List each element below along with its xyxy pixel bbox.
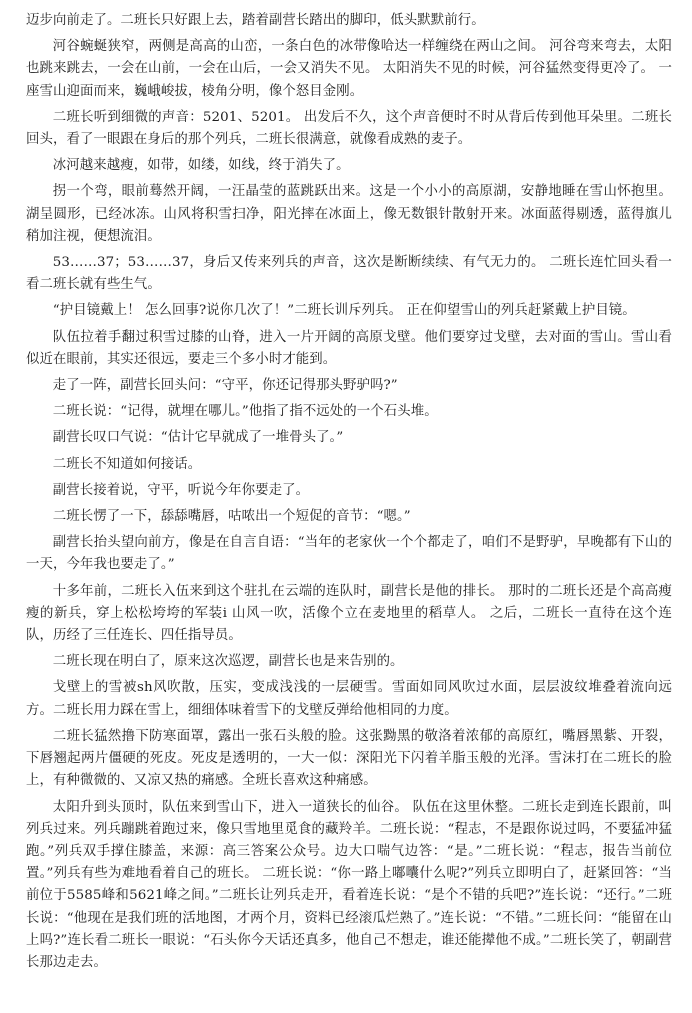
paragraph-4: 冰河越来越瘦，如带，如缕，如线，终于消失了。 [52, 158, 350, 174]
paragraph-2: 河谷蜿蜒狭窄，两侧是高高的山峦，一条白色的冰带像哈达一样缠绕在两山之间。 河谷弯来弯去，太阳也跳来跳去，一会在山前，一会在山后，一会又消失不见。 太阳消失不见的时候，河谷猛然变得更冷了。 一座雪山迎面而来，巍峨峻拔，棱角分明，像个怒目金刚。 [26, 39, 672, 99]
paragraph-19: 二班长猛然撸下防寒面罩，露出一张石头般的脸。这张黝黑的敬洛着浓郁的高原红，嘴唇黑紫、开裂，下唇翘起两片僵硬的死皮。死皮是透明的，一大一似：深阳光下闪着羊脂玉般的光泽。雪沫打在二班长的脸上，有种微微的、又凉又热的痛感。全班长喜欢这种痛感。 [26, 728, 672, 789]
paragraph-8: 队伍拉着手翻过积雪过膝的山脊，进入一片开阔的高原戈壁。他们要穿过戈壁，去对面的雪山。雪山看似近在眼前，其实还很远，要走三个多小时才能到。 [26, 329, 672, 367]
paragraph-5: 拐一个弯，眼前蓦然开阔，一汪晶莹的蓝跳跃出来。这是一个小小的高原湖，安静地睡在雪山怀抱里。湖呈圆形，已经冰冻。山风将积雪扫净，阳光摔在冰面上，像无数银针散射开来。冰面蓝得剔透，蓝得旗儿稍加注视，便想流泪。 [26, 184, 672, 244]
paragraph-17: 二班长现在明白了，原来这次巡逻，副营长也是来告别的。 [52, 654, 404, 670]
paragraph-20: 太阳升到头顶时，队伍来到雪山下，进入一道狭长的仙谷。 队伍在这里休整。二班长走到连长跟前，叫列兵过来。列兵蹦跳着跑过来，像只雪地里觅食的藏羚羊。二班长说：“程志，不是跟你说过吗，不要猛冲猛跑。”列兵双手撑住膝盖，来源：高三答案公众号。边大口喘气边答：“是。”二班长说：“程志，报告当前位置。”列兵有些为难地看着自己的班长。 二班长说：“你一路上嘟囔什么呢?”列兵立即明白了，赶紧回答：“当前位于5585峰和5621峰之间。”二班长让列兵走开，看着连长说：“是个不错的兵吧?”连长说：“还行。”二班长说：“他现在是我们班的活地图，才两个月，资料已经滚瓜烂熟了。”连长说：“不错。”二班长问：“能留在山上吗?”连长看二班长一眼说：“石头你今天话还真多，他自己不想走，谁还能撵他不成。”二班长笑了，朝副营长那边走去。 [26, 799, 672, 970]
paragraph-14: 二班长愣了一下，舔舔嘴唇，咕哝出一个短促的音节：“嗯。” [52, 509, 411, 525]
paragraph-12: 二班长不知道如何接话。 [52, 456, 202, 472]
paragraph-9: 走了一阵，副营长回头问：“守平，你还记得那头野驴吗?” [52, 378, 398, 394]
paragraph-18: 戈壁上的雪被sh风吹散，压实，变成浅浅的一层硬雪。雪面如同风吹过水面，层层波纹堆叠着流向远方。二班长用力踩在雪上，细细体味着雪下的戈壁反弹给他相同的力度。 [26, 680, 672, 718]
paragraph-6: 53……37；53……37，身后又传来列兵的声音，这次是断断续续、有气无力的。 二班长连忙回头看一看二班长就有些生气。 [26, 255, 672, 293]
paragraph-13: 副营长接着说，守平，听说今年你要走了。 [52, 482, 310, 498]
paragraph-10: 二班长说：“记得，就埋在哪儿。”他指了指不远处的一个石头堆。 [52, 404, 438, 420]
paragraph-15: 副营长抬头望向前方，像是在自言自语：“当年的老家伙一个个都走了，咱们不是野驴，早晚都有下山的一天，今年我也要走了。” [26, 535, 672, 573]
paragraph-16: 十多年前，二班长入伍来到这个驻扎在云端的连队时，副营长是他的排长。 那时的二班长还是个高高瘦瘦的新兵，穿上松松垮垮的军装і 山风一吹，活像个立在麦地里的稻草人。 之后，二班长一直待在这个连队，历经了三任连长、四任指导员。 [26, 583, 672, 644]
paragraph-7: “护目镜戴上！ 怎么回事?说你几次了！”二班长训斥列兵。 正在仰望雪山的列兵赶紧戴上护目镜。 [52, 303, 636, 319]
paragraph-11: 副营长叹口气说：“估计它早就成了一堆骨头了。” [52, 430, 344, 446]
paragraph-1: 迈步向前走了。二班长只好跟上去，踏着副营长踏出的脚印，低头默默前行。 [26, 13, 485, 28]
paragraph-3: 二班长听到细微的声音：5201、5201。 出发后不久，这个声音便时不时从背后传到他耳朵里。二班长回头，看了一眼跟在身后的那个列兵，二班长很满意，就像看成熟的麦子。 [26, 109, 672, 148]
